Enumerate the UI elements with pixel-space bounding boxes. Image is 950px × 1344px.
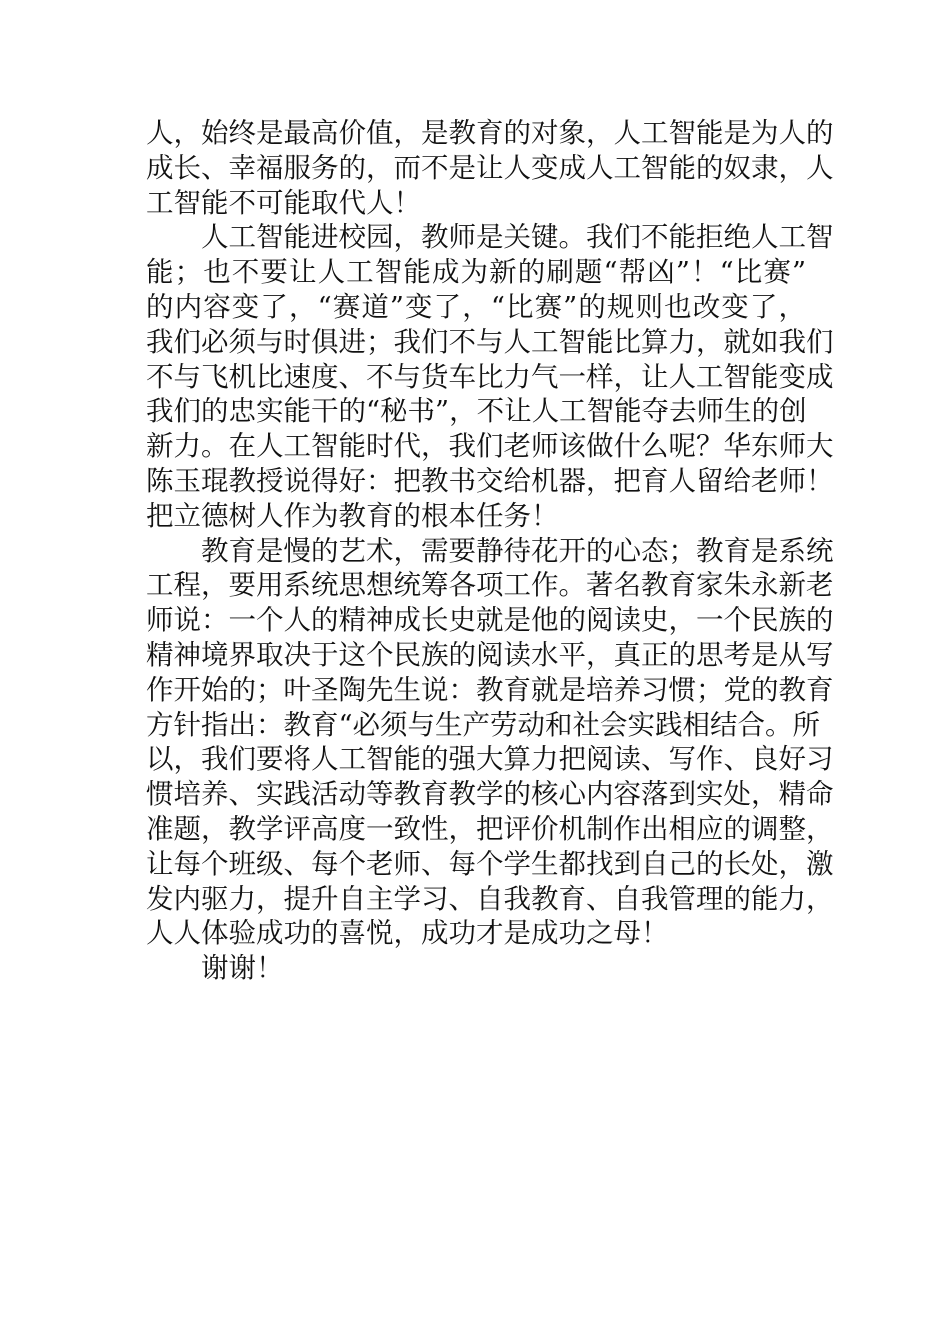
paragraph-3 — [146, 534, 834, 952]
text-line: 陈玉琨教授说得好：把教书交给机器，把育人留给老师！ — [146, 464, 834, 497]
text-line: 不与飞机比速度、不与货车比力气一样，让人工智能变成 — [146, 360, 834, 393]
text-line: 惯培养、实践活动等教育教学的核心内容落到实处，精命 — [146, 778, 834, 811]
text-line: 让每个班级、每个老师、每个学生都找到自己的长处，激 — [146, 847, 834, 880]
text-line: 人工智能进校园，教师是关键。我们不能拒绝人工智 — [201, 221, 834, 254]
text-line: 教育是慢的艺术，需要静待花开的心态；教育是系统 — [201, 534, 834, 567]
text-line: 新力。在人工智能时代，我们老师该做什么呢？华东师大 — [146, 430, 834, 463]
text-line: 的内容变了，“赛道”变了，“比赛”的规则也改变了， — [146, 290, 806, 323]
text-line: 以，我们要将人工智能的强大算力把阅读、写作、良好习 — [146, 743, 834, 776]
text-line: 我们的忠实能干的“秘书”，不让人工智能夺去师生的创 — [146, 395, 807, 428]
text-line: 我们必须与时俱进；我们不与人工智能比算力，就如我们 — [146, 325, 834, 358]
text-line: 方针指出：教育“必须与生产劳动和社会实践相结合。所 — [146, 708, 821, 741]
text-line: 准题，教学评高度一致性，把评价机制作出相应的调整， — [146, 812, 834, 845]
text-line: 师说：一个人的精神成长史就是他的阅读史，一个民族的 — [146, 604, 834, 637]
text-line: 能；也不要让人工智能成为新的刷题“帮凶”！“比赛” — [146, 256, 806, 289]
text-line: 人人体验成功的喜悦，成功才是成功之母！ — [146, 917, 669, 950]
text-line: 作开始的；叶圣陶先生说：教育就是培养习惯；党的教育 — [146, 673, 834, 706]
text-line: 把立德树人作为教育的根本任务！ — [146, 499, 559, 532]
paragraph-4 — [146, 951, 806, 986]
paragraph-1 — [146, 116, 834, 220]
text-line: 发内驱力，提升自主学习、自我教育、自我管理的能力， — [146, 882, 834, 915]
paragraph-2 — [146, 220, 834, 533]
text-line: 工智能不可能取代人！ — [146, 186, 421, 219]
document-body — [146, 116, 834, 986]
text-line: 精神境界取决于这个民族的阅读水平，真正的思考是从写 — [146, 638, 834, 671]
text-line: 工程，要用系统思想统筹各项工作。著名教育家朱永新老 — [146, 569, 834, 602]
text-line: 成长、幸福服务的，而不是让人变成人工智能的奴隶，人 — [146, 151, 834, 184]
closing-line: 谢谢！ — [201, 952, 284, 985]
text-line: 人，始终是最高价值，是教育的对象，人工智能是为人的 — [146, 117, 834, 149]
